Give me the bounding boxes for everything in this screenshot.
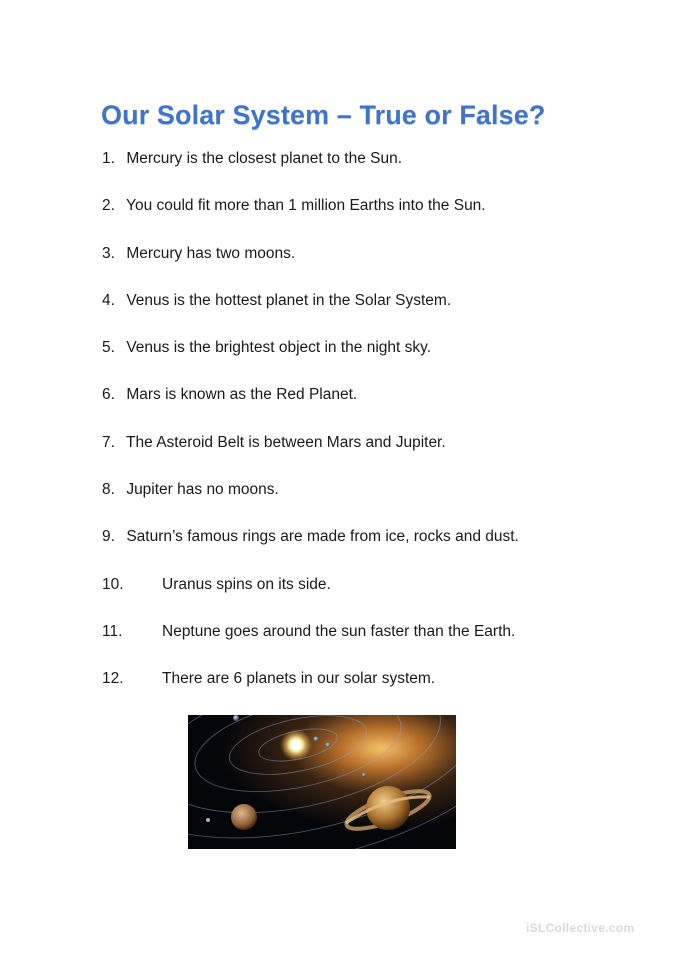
question-text: Uranus spins on its side. [162, 575, 331, 593]
question-text: You could fit more than 1 million Earths into the Sun. [126, 197, 486, 215]
question-item [102, 147, 662, 194]
question-item [102, 431, 662, 478]
question-number: 9. [102, 528, 115, 546]
question-text: Jupiter has no moons. [126, 481, 279, 499]
solar-system-image [188, 715, 456, 849]
question-number: 5. [102, 339, 115, 357]
question-item [102, 667, 662, 714]
question-number: 3. [102, 244, 115, 262]
watermark: iSLCollective.com [526, 921, 635, 935]
question-item [102, 573, 662, 620]
question-text: Mercury is the closest planet to the Sun. [126, 150, 403, 167]
question-text: Venus is the hottest planet in the Solar System. [126, 291, 452, 309]
question-item [102, 478, 662, 525]
question-number: 12. [102, 670, 124, 688]
question-text: There are 6 planets in our solar system. [162, 670, 436, 688]
question-item [102, 289, 662, 336]
question-number: 10. [102, 575, 124, 593]
question-item [102, 242, 662, 289]
question-text: Mercury has two moons. [126, 244, 296, 262]
question-number: 4. [102, 291, 115, 309]
question-text: Neptune goes around the sun faster than the Earth. [162, 622, 516, 640]
question-text: The Asteroid Belt is between Mars and Jupiter. [126, 433, 446, 451]
question-item [102, 336, 662, 383]
question-number: 1. [102, 150, 115, 167]
question-text: Saturn’s famous rings are made from ice, rocks and dust. [126, 528, 519, 546]
question-number: 11. [102, 622, 123, 640]
question-number: 8. [102, 481, 115, 499]
question-number: 6. [102, 386, 115, 404]
question-list [102, 147, 662, 715]
question-item [102, 620, 662, 667]
question-item [102, 383, 662, 430]
worksheet-title: Our Solar System – True or False? [101, 100, 546, 130]
solar-system-illustration [188, 715, 456, 849]
question-item [102, 194, 662, 241]
question-text: Venus is the brightest object in the night sky. [126, 339, 432, 357]
question-number: 7. [102, 433, 115, 451]
question-item [102, 525, 662, 572]
question-text: Mars is known as the Red Planet. [126, 386, 358, 404]
question-number: 2. [102, 197, 115, 215]
